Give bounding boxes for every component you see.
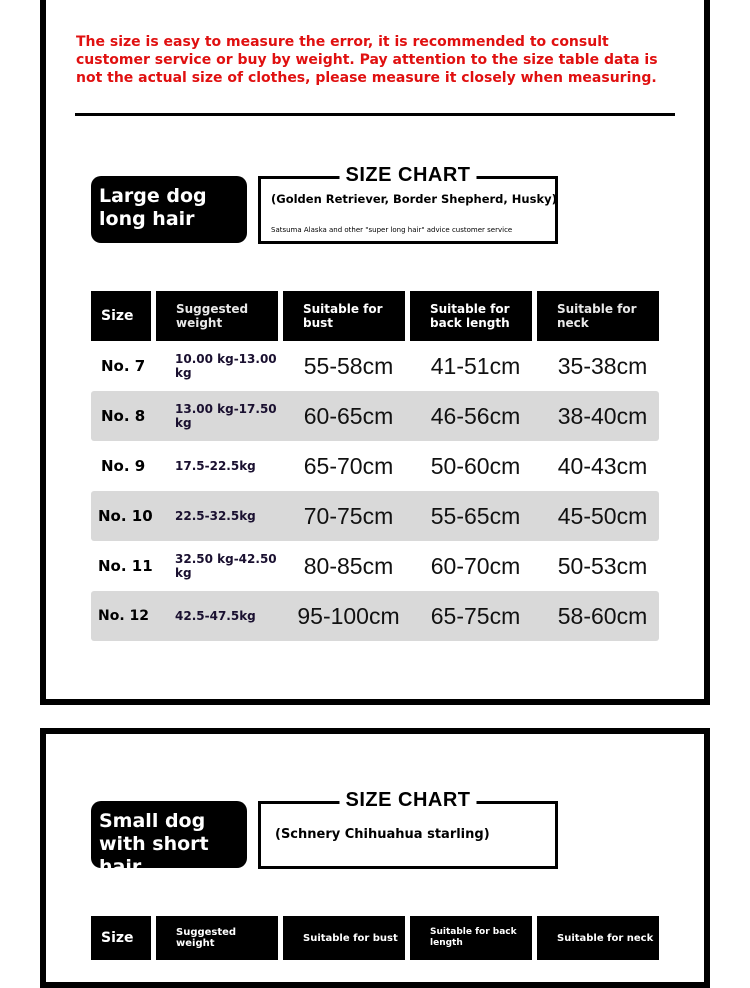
small-header-bust: Suitable for bust xyxy=(283,916,405,960)
header-size: Size xyxy=(91,291,151,341)
small-dog-tag-line1: Small dog xyxy=(99,810,206,832)
large-dog-tag xyxy=(91,176,247,243)
row-weight: 42.5-47.5kg xyxy=(175,609,256,623)
row-size: No. 9 xyxy=(101,457,146,475)
small-breeds: (Schnery Chihuahua starling) xyxy=(275,827,490,842)
table-row xyxy=(91,591,659,641)
header-suggested-weight: Suggested weight xyxy=(156,291,278,341)
small-header-neck: Suitable for neck xyxy=(537,916,659,960)
row-bust: 55-58cm xyxy=(303,352,394,379)
row-size: No. 7 xyxy=(101,357,146,375)
small-dog-tag-line2: with short hair xyxy=(99,833,209,878)
measurement-notice: The size is easy to measure the error, it is recommended to consult customer service or buy by weight. Pay attention to the size table data is not the actual size of clothes, please measure it closely when measuring. xyxy=(76,34,658,86)
table-row xyxy=(91,441,659,491)
row-bust: 95-100cm xyxy=(297,602,400,629)
row-back: 50-60cm xyxy=(430,452,521,479)
row-weight: 22.5-32.5kg xyxy=(175,509,256,523)
table-row xyxy=(91,541,659,591)
table-row xyxy=(91,491,659,541)
row-back: 55-65cm xyxy=(430,502,521,529)
header-back-length: Suitable for back length xyxy=(410,291,532,341)
row-bust: 60-65cm xyxy=(303,402,394,429)
large-dog-tag-line1: Large dog xyxy=(99,185,207,207)
row-weight: 10.00 kg-13.00 kg xyxy=(175,352,277,380)
large-breed-note: Satsuma Alaska and other "super long hair" advice customer service xyxy=(271,226,513,234)
large-breeds: (Golden Retriever, Border Shepherd, Husky) xyxy=(271,192,557,206)
small-header-size: Size xyxy=(91,916,151,960)
row-size: No. 11 xyxy=(98,557,153,575)
small-dog-tag xyxy=(91,801,247,878)
row-back: 41-51cm xyxy=(430,352,521,379)
table-row xyxy=(91,391,659,441)
header-neck: Suitable for neck xyxy=(537,291,659,341)
row-weight: 13.00 kg-17.50 kg xyxy=(175,402,277,430)
row-neck: 45-50cm xyxy=(557,502,648,529)
row-weight: 32.50 kg-42.50 kg xyxy=(175,552,277,580)
row-size: No. 12 xyxy=(98,608,150,624)
small-header-back-length: Suitable for back length xyxy=(410,916,532,960)
row-back: 65-75cm xyxy=(430,602,521,629)
small-header-suggested-weight: Suggested weight xyxy=(156,916,278,960)
divider-line xyxy=(75,113,675,116)
small-size-chart-box xyxy=(258,789,558,869)
header-bust: Suitable for bust xyxy=(283,291,405,341)
small-size-chart-title: SIZE CHART xyxy=(340,789,477,812)
row-neck: 40-43cm xyxy=(557,452,648,479)
row-neck: 38-40cm xyxy=(557,402,648,429)
row-bust: 65-70cm xyxy=(303,452,394,479)
large-size-chart-title: SIZE CHART xyxy=(340,164,477,187)
row-bust: 70-75cm xyxy=(303,502,394,529)
row-weight: 17.5-22.5kg xyxy=(175,459,256,473)
row-neck: 50-53cm xyxy=(557,552,648,579)
row-neck: 35-38cm xyxy=(557,352,648,379)
table-row xyxy=(91,341,659,391)
row-neck: 58-60cm xyxy=(557,602,648,629)
large-dog-tag-line2: long hair xyxy=(99,208,195,230)
row-bust: 80-85cm xyxy=(303,552,394,579)
row-size: No. 8 xyxy=(101,407,146,425)
row-size: No. 10 xyxy=(98,507,153,525)
row-back: 60-70cm xyxy=(430,552,521,579)
row-back: 46-56cm xyxy=(430,402,521,429)
large-size-chart-box xyxy=(258,164,558,244)
